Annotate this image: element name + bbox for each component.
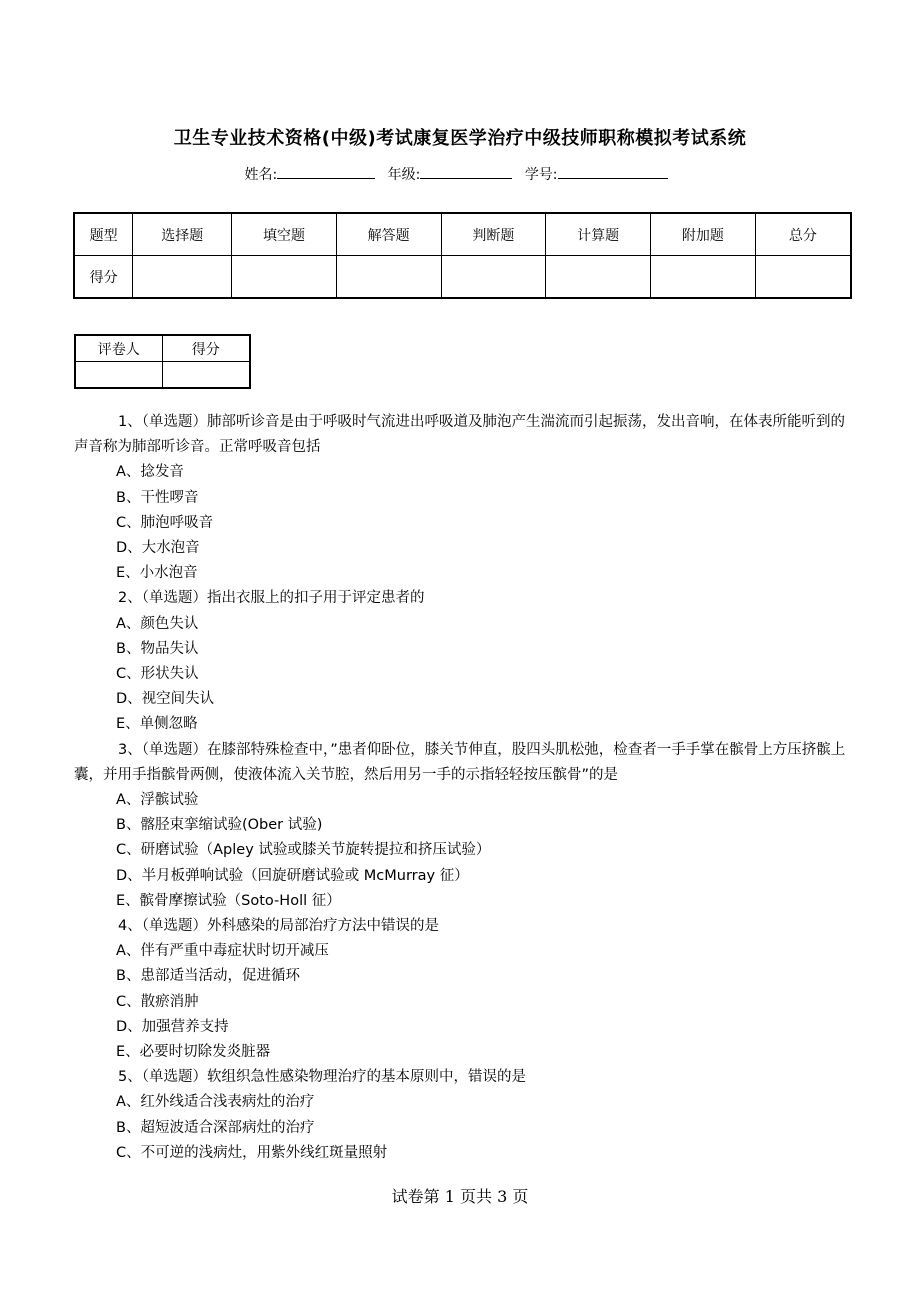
question-option: A、颜色失认 [116, 615, 199, 632]
header-cell: 填空题 [232, 213, 337, 256]
question-option: D、视空间失认 [116, 691, 215, 708]
grade-label: 年级: [387, 167, 421, 183]
question-option: A、伴有严重中毒症状时切开减压 [116, 943, 329, 960]
score-table-header-row [74, 213, 851, 256]
grader-table-header-row [75, 335, 250, 362]
student-info [0, 164, 920, 184]
question-stem: 2、（单选题）指出衣服上的扣子用于评定患者的 [118, 590, 425, 607]
question-option: E、髌骨摩擦试验（Soto-Holl 征） [116, 892, 341, 909]
header-cell: 解答题 [336, 213, 441, 256]
header-cell: 判断题 [441, 213, 546, 256]
score-cell [546, 256, 651, 299]
exam-title: 卫生专业技术资格(中级)考试康复医学治疗中级技师职称模拟考试系统 [173, 128, 747, 149]
header-cell: 总分 [755, 213, 851, 256]
question-option: C、不可逆的浅病灶，用紫外线红斑量照射 [116, 1144, 388, 1161]
question-option: D、半月板弹响试验（回旋研磨试验或 McMurray 征） [116, 867, 469, 884]
question-option: A、红外线适合浅表病灶的治疗 [116, 1094, 315, 1111]
row-label: 得分 [74, 256, 133, 299]
score-table-score-row [74, 256, 851, 299]
header-cell: 选择题 [133, 213, 232, 256]
question-option: B、干性啰音 [116, 489, 199, 506]
question-list [74, 410, 846, 1166]
grader-cell [162, 362, 250, 389]
grade-blank [420, 164, 512, 179]
grader-table-empty-row [75, 362, 250, 389]
question-option: B、患部适当活动，促进循环 [116, 968, 300, 985]
question-option: C、研磨试验（Apley 试验或膝关节旋转提拉和挤压试验） [116, 842, 491, 859]
score-cell [650, 256, 755, 299]
header-cell: 评卷人 [75, 335, 162, 362]
question-option: A、捻发音 [116, 464, 184, 481]
question-option: D、大水泡音 [116, 540, 200, 557]
question-option: E、单侧忽略 [116, 716, 198, 733]
question-option: B、物品失认 [116, 640, 199, 657]
score-cell [133, 256, 232, 299]
name-label: 姓名: [244, 167, 278, 183]
header-cell: 题型 [74, 213, 133, 256]
question-option: E、小水泡音 [116, 565, 198, 582]
header-cell: 计算题 [546, 213, 651, 256]
question-stem: 3、（单选题）在膝部特殊检查中，”患者仰卧位，膝关节伸直，股四头肌松弛，检查者一手手掌在髌骨上方压挤髌上囊，并用手指髌骨两侧，使液体流入关节腔，然后用另一手的示指轻轻按压髌骨”的是 [74, 741, 846, 783]
question-stem: 4、（单选题）外科感染的局部治疗方法中错误的是 [118, 918, 439, 935]
question-stem: 5、（单选题）软组织急性感染物理治疗的基本原则中，错误的是 [118, 1069, 526, 1086]
header-cell: 附加题 [650, 213, 755, 256]
id-label: 学号: [524, 167, 558, 183]
question-option: D、加强营养支持 [116, 1018, 229, 1035]
score-cell [441, 256, 546, 299]
id-blank [558, 164, 668, 179]
score-table [73, 212, 852, 299]
question-option: C、形状失认 [116, 666, 199, 683]
name-blank [277, 164, 375, 179]
question-option: C、肺泡呼吸音 [116, 514, 214, 531]
question-option: A、浮髌试验 [116, 792, 199, 809]
page-footer: 试卷第 1 页共 3 页 [391, 1187, 529, 1206]
question-option: B、髂胫束挛缩试验(Ober 试验) [116, 817, 323, 834]
grader-cell [75, 362, 162, 389]
score-cell [232, 256, 337, 299]
question-stem: 1、（单选题）肺部听诊音是由于呼吸时气流进出呼吸道及肺泡产生湍流而引起振荡，发出音响，在体表所能听到的声音称为肺部听诊音。正常呼吸音包括 [74, 414, 845, 456]
score-cell [336, 256, 441, 299]
question-option: E、必要时切除发炎脏器 [116, 1044, 271, 1061]
header-cell: 得分 [162, 335, 250, 362]
grader-table [74, 334, 251, 389]
question-option: B、超短波适合深部病灶的治疗 [116, 1119, 315, 1136]
question-option: C、散瘀消肿 [116, 993, 199, 1010]
score-cell [755, 256, 851, 299]
